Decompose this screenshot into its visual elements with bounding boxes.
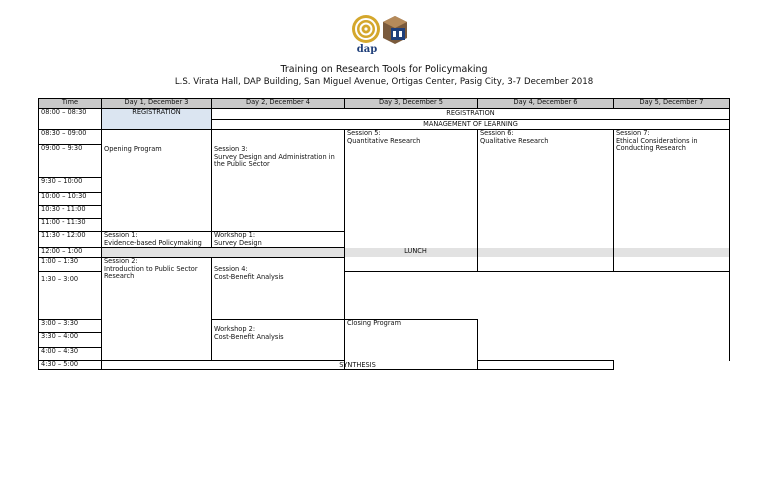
session-name: Quantitative Research bbox=[347, 136, 421, 145]
synthesis-cell: SYNTHESIS bbox=[102, 361, 614, 370]
day1-session2-cell bbox=[102, 258, 212, 361]
session-name: Cost-Benefit Analysis bbox=[214, 272, 284, 281]
time-cell: 1:30 – 3:00 bbox=[39, 271, 102, 320]
time-cell: 08:00 – 08:30 bbox=[39, 109, 102, 130]
session-name: Research bbox=[104, 272, 135, 281]
workshop-name: Cost-Benefit Analysis bbox=[214, 332, 284, 341]
column-header: Time bbox=[39, 99, 102, 109]
time-cell: 3:00 – 3:30 bbox=[39, 320, 102, 333]
column-header: Day 5, December 7 bbox=[614, 99, 730, 109]
session-name: Introduction to Public Sector bbox=[104, 264, 198, 273]
day1-session1-cell bbox=[102, 232, 212, 248]
table-row bbox=[39, 130, 730, 145]
time-cell: 10:30 - 11:00 bbox=[39, 206, 102, 219]
management-cell: MANAGEMENT OF LEARNING bbox=[212, 119, 730, 130]
dap-logo bbox=[349, 14, 419, 62]
workshop-title: Workshop 2: bbox=[214, 325, 256, 334]
session-title: Session 3: bbox=[214, 145, 248, 153]
page-title: Training on Research Tools for Policymaking bbox=[280, 64, 488, 75]
session-name: the Public Sector bbox=[214, 160, 270, 169]
time-cell: 11:00 - 11:30 bbox=[39, 219, 102, 232]
time-cell: 4:30 – 5:00 bbox=[39, 361, 102, 370]
session-title: Session 5: bbox=[347, 129, 381, 137]
session-name: Conducting Research bbox=[616, 144, 686, 153]
time-cell: 4:00 – 4:30 bbox=[39, 348, 102, 361]
time-cell: 09:00 – 9:30 bbox=[39, 145, 102, 178]
time-cell: 12:00 – 1:00 bbox=[39, 248, 102, 258]
session-title: Session 7: bbox=[616, 129, 650, 137]
closing-program: Closing Program bbox=[347, 319, 402, 328]
table-row bbox=[39, 109, 730, 120]
session-title: Session 2: bbox=[104, 257, 138, 266]
page-subtitle: L.S. Virata Hall, DAP Building, San Miguel Avenue, Ortigas Center, Pasig City, 3-7 December 2018 bbox=[174, 77, 594, 87]
registration-day1-cell: REGISTRATION bbox=[102, 109, 212, 130]
session-name: Survey Design and Administration in bbox=[214, 152, 335, 161]
session-title: Session 1: bbox=[104, 231, 138, 239]
day2-session4-cell bbox=[212, 258, 345, 320]
time-cell: 10:00 – 10:30 bbox=[39, 193, 102, 206]
logo-text: dap bbox=[356, 44, 378, 55]
header-row bbox=[39, 99, 730, 109]
registration-cell: REGISTRATION bbox=[212, 109, 730, 120]
time-cell: 11:30 - 12:00 bbox=[39, 232, 102, 248]
day2-workshop1-cell bbox=[212, 232, 345, 248]
column-header: Day 3, December 5 bbox=[345, 99, 478, 109]
session-name: Evidence-based Policymaking bbox=[104, 238, 202, 247]
time-cell: 08:30 – 09:00 bbox=[39, 130, 102, 145]
column-header: Day 1, December 3 bbox=[102, 99, 212, 109]
table-row bbox=[39, 248, 730, 258]
session-name: Qualitative Research bbox=[480, 136, 549, 145]
day2-session3-cell bbox=[212, 130, 345, 232]
time-cell: 9:30 – 10:00 bbox=[39, 178, 102, 193]
column-header: Day 2, December 4 bbox=[212, 99, 345, 109]
session-title: Session 6: bbox=[480, 129, 514, 137]
table-row bbox=[39, 361, 730, 370]
workshop-title: Workshop 1: bbox=[214, 231, 256, 239]
session-title: Session 4: bbox=[214, 265, 248, 274]
day2-workshop2-cell bbox=[212, 320, 345, 361]
day1-opening-cell bbox=[102, 130, 212, 232]
session-name: Ethical Considerations in bbox=[616, 136, 698, 145]
lunch-cell: LUNCH bbox=[102, 248, 730, 258]
column-header: Day 4, December 6 bbox=[478, 99, 614, 109]
opening-program: Opening Program bbox=[104, 145, 162, 153]
time-cell: 1:00 – 1:30 bbox=[39, 258, 102, 271]
workshop-name: Survey Design bbox=[214, 238, 262, 247]
time-cell: 3:30 – 4:00 bbox=[39, 333, 102, 348]
schedule-table bbox=[38, 98, 730, 370]
